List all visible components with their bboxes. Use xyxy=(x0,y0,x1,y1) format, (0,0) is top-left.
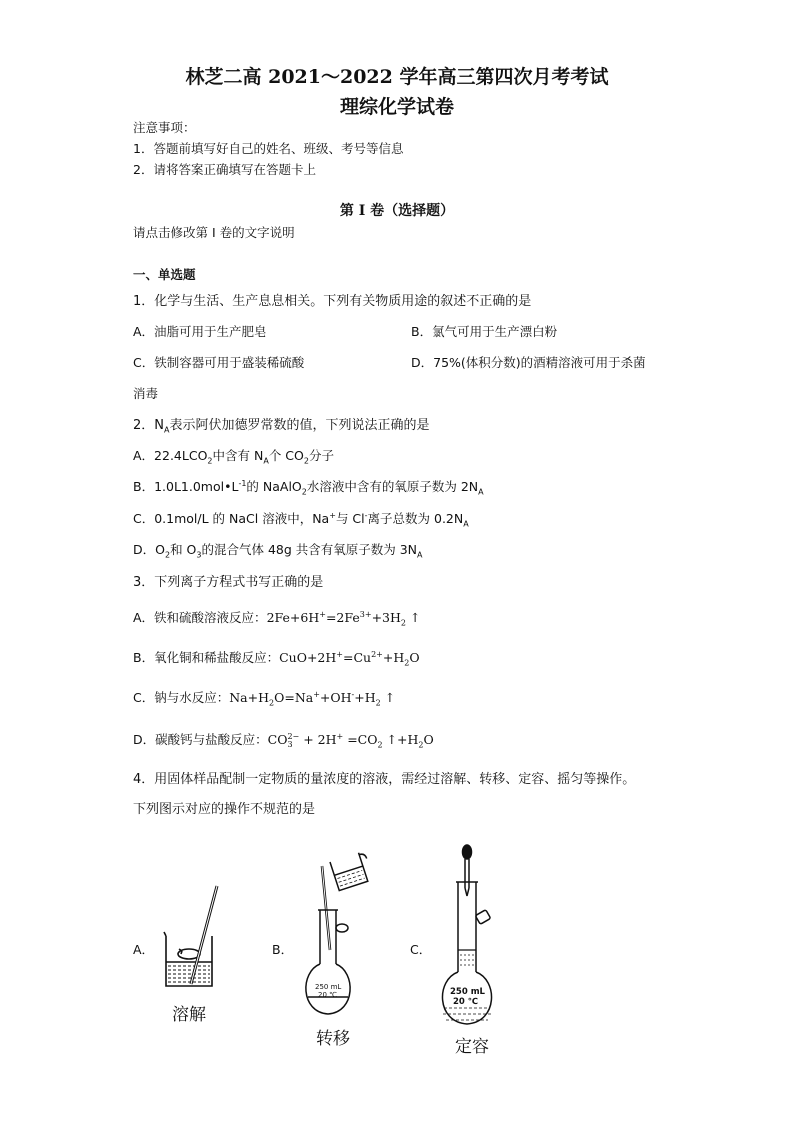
transfer-flask-volume-label: 250 mL xyxy=(315,983,342,991)
q4-option-a-label: A． xyxy=(133,942,155,957)
exam-subtitle: 理综化学试卷 xyxy=(339,96,454,118)
q3-option-c: C．钠与水反应：$Na+H_2O=Na^++OH^-+H_2$ ↑ xyxy=(133,689,396,708)
q4-option-c-label: C． xyxy=(410,942,432,957)
volume-flask-temp-label: 20 ℃ xyxy=(453,997,479,1007)
q3-option-d: D．碳酸钙与盐酸反应：CO2− $3 + 2H^+ =CO_2$ $↑+H_2O$ xyxy=(133,731,434,750)
q3-option-a: A．铁和硫酸溶液反应：$2Fe+6H^+=2Fe^{3+}+3H_2$ ↑ xyxy=(133,609,421,628)
part-heading: 一、单选题 xyxy=(133,267,196,282)
q2-option-a: A．$22.4LCO_2$中含有 $N_A$个 $CO_2$分子 xyxy=(133,448,334,466)
transfer-flask-temp-label: 20 ℃ xyxy=(318,991,337,999)
notes-item-1: 1．答题前填写好自己的姓名、班级、考号等信息 xyxy=(133,141,404,156)
q3-option-b: B．氧化铜和稀盐酸反应：$CuO+2H^+=Cu^{2+}+H_2O$ xyxy=(133,649,420,668)
q2-option-c: C．0.1mol/L 的 NaCl 溶液中，Na+与 Cl-离子总数为 $0.2N_A$ xyxy=(133,510,469,529)
q1-option-b: B．氯气可用于生产漂白粉 xyxy=(411,324,558,339)
section-title: 第 I 卷（选择题） xyxy=(339,203,455,219)
q1-stem: 1．化学与生活、生产息息相关。下列有关物质用途的叙述不正确的是 xyxy=(133,294,532,309)
q1-option-d: D．75%(体积分数)的酒精溶液可用于杀菌 xyxy=(411,355,646,370)
volume-flask-figure xyxy=(436,842,500,1032)
q4-caption-volume: 定容 xyxy=(455,1037,489,1057)
notes-heading: 注意事项： xyxy=(133,120,196,135)
q3-equation-c: $Na+H_2O=Na^++OH^-+H_2$ ↑ xyxy=(229,689,396,708)
q2-option-b: B．$1.0L1.0mol•L^{-1}$的 NaAlO$_2$水溶液中含有的氧原子数为 $2N_A$ xyxy=(133,478,484,497)
volume-flask-volume-label: 250 mL xyxy=(450,987,485,997)
dissolve-beaker-figure xyxy=(160,880,230,992)
q4-caption-dissolve: 溶解 xyxy=(172,1005,206,1025)
q2-option-d: D．$O_2$和 $O_3$的混合气体 48g 共含有氧原子数为 $3N_A$ xyxy=(133,542,423,560)
q4-stem-line1: 4．用固体样品配制一定物质的量浓度的溶液，需经过溶解、转移、定容、摇匀等操作。 xyxy=(133,772,636,787)
q3-equation-d: CO2− $3 + 2H^+ =CO_2$ $↑+H_2O$ xyxy=(267,731,434,750)
q4-stem-line2: 下列图示对应的操作不规范的是 xyxy=(133,802,316,817)
transfer-flask-figure xyxy=(296,852,376,1022)
q3-equation-b: $CuO+2H^+=Cu^{2+}+H_2O$ xyxy=(279,649,420,668)
q4-caption-transfer: 转移 xyxy=(316,1029,350,1049)
notes-item-2: 2．请将答案正确填写在答题卡上 xyxy=(133,162,316,177)
q1-option-a: A．油脂可用于生产肥皂 xyxy=(133,324,267,339)
q4-option-b-label: B． xyxy=(272,942,294,957)
section-desc: 请点击修改第 I 卷的文字说明 xyxy=(133,225,295,240)
exam-title: 林芝二高 2021～2022 学年高三第四次月考考试 xyxy=(185,66,609,88)
q3-equation-a: $2Fe+6H^+=2Fe^{3+}+3H_2$ ↑ xyxy=(266,609,421,628)
q1-option-d-cont: 消毒 xyxy=(133,386,159,401)
q1-option-c: C．铁制容器可用于盛装稀硫酸 xyxy=(133,355,305,370)
q3-stem: 3．下列离子方程式书写正确的是 xyxy=(133,575,324,590)
q2-stem: 2．$N_A$表示阿伏加德罗常数的值，下列说法正确的是 xyxy=(133,418,430,435)
